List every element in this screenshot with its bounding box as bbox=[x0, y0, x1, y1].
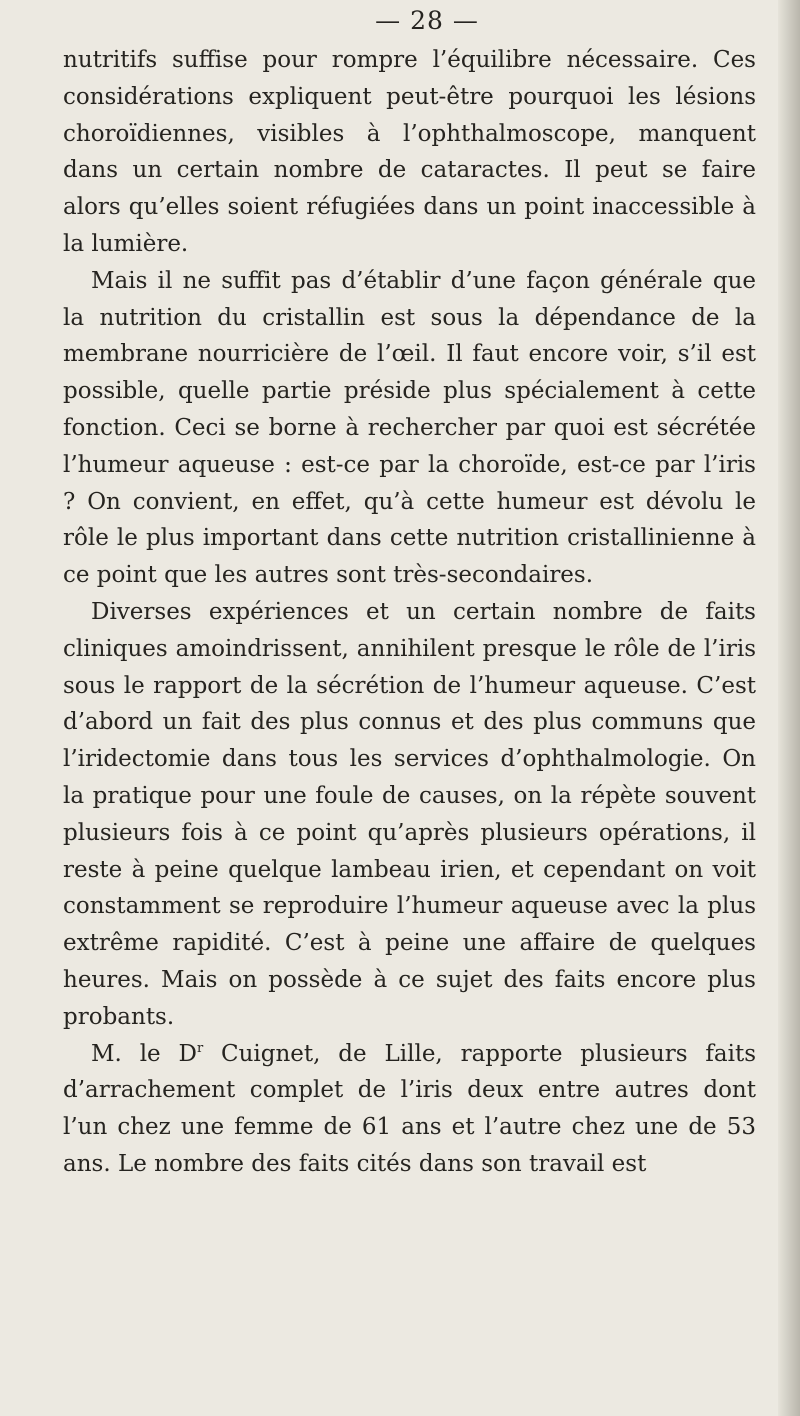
paragraph-4-rest: Cuignet, de Lille, rapporte plusieurs faits d’arrachement complet de l’iris deux entre autres dont l’un chez une femme de 61 ans et l’autre chez une de 53 ans. Le nombre des faits cités dans son travail est bbox=[63, 1040, 756, 1177]
body-text bbox=[63, 42, 756, 1183]
paragraph-4 bbox=[63, 1036, 756, 1183]
page-edge-shadow bbox=[778, 0, 800, 1416]
paragraph-2: Mais il ne suffit pas d’établir d’une façon générale que la nutrition du cristallin est sous la dépendance de la membrane nourricière de l’œil. Il faut encore voir, s’il est possible, quelle partie préside plus spécialement à cette fonction. Ceci se borne à rechercher par quoi est sécrétée l’humeur aqueuse : est-ce par la choroïde, est-ce par l’iris ? On convient, en effet, qu’à cette humeur est dévolu le rôle le plus important dans cette nutrition cristallinienne à ce point que les autres sont très-secondaires. bbox=[63, 267, 756, 589]
paragraph-1: nutritifs suffise pour rompre l’équilibre nécessaire. Ces considérations expliquent peut-être pourquoi les lésions choroïdiennes, visibles à l’ophthalmoscope, manquent dans un certain nombre de cataractes. Il peut se faire alors qu’elles soient réfugiées dans un point inaccessible à la lumière. bbox=[63, 47, 756, 257]
doctor-superscript: r bbox=[196, 1040, 204, 1056]
page-number: — 28 — bbox=[375, 6, 479, 35]
paragraph-3: Diverses expériences et un certain nombre de faits cliniques amoindrissent, annihilent presque le rôle de l’iris sous le rapport de la sécrétion de l’humeur aqueuse. C’est d’abord un fait des plus connus et des plus communs que l’iridectomie dans tous les services d’ophthalmologie. On la pratique pour une foule de causes, on la répète souvent plusieurs fois à ce point qu’après plusieurs opérations, il reste à peine quelque lambeau irien, et cependant on voit constamment se reproduire l’humeur aqueuse avec la plus extrême rapidité. C’est à peine une affaire de quelques heures. Mais on possède à ce sujet des faits encore plus probants. bbox=[63, 598, 756, 1030]
paragraph-4-start: M. le D bbox=[91, 1040, 197, 1067]
